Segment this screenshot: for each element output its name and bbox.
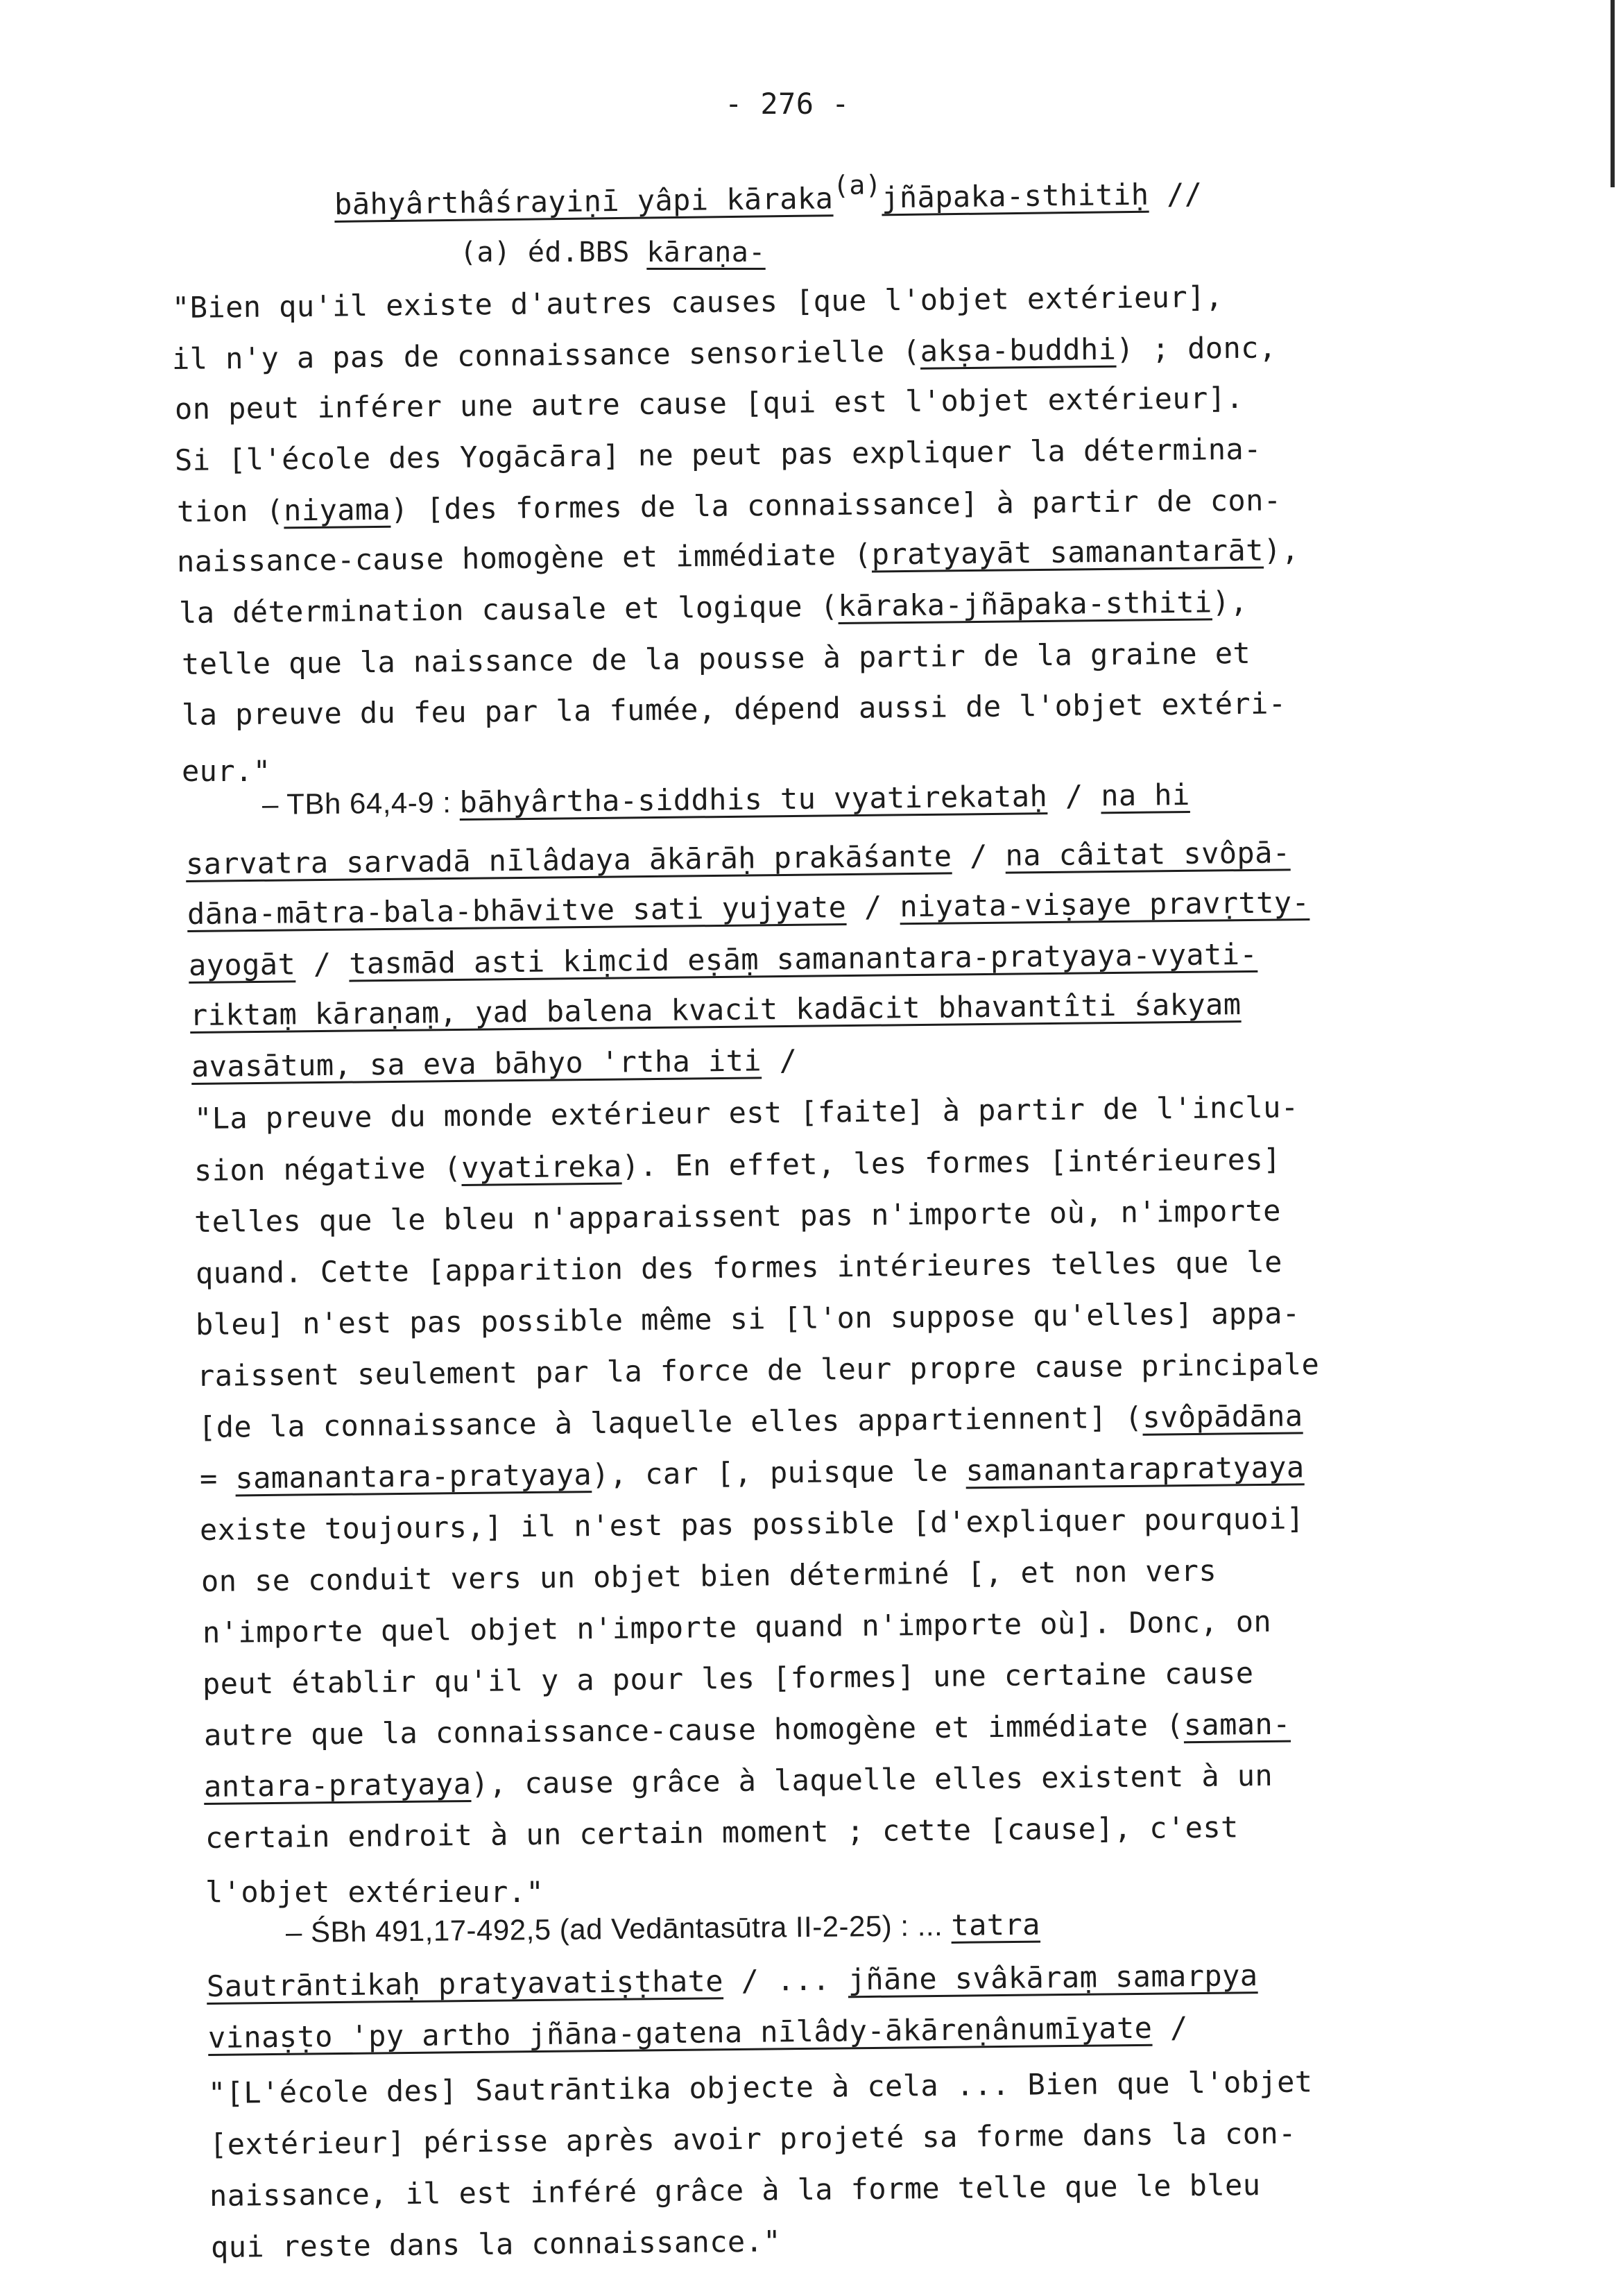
- term: saman-: [1183, 1706, 1291, 1742]
- footnote-marker: (a): [832, 169, 882, 201]
- para2-line: on se conduit vers un objet bien déterminé [, et non vers: [200, 1553, 1217, 1598]
- para3-line: qui reste dans la connaissance.": [210, 2224, 782, 2264]
- para1-line: la preuve du feu par la fumée, dépend aussi de l'objet extéri-: [181, 686, 1287, 732]
- sanskrit: sarvatra sarvadā nīlâdaya ākārāḥ prakāśante: [185, 839, 952, 881]
- source-reference: – ŚBh 491,17-492,5 (ad Vedāntasūtra II-2-25) : ...: [285, 1908, 952, 1948]
- sanskrit: niyata-viṣaye pravṛtty-: [900, 885, 1310, 924]
- sbh-line: [207, 1956, 1258, 2006]
- text: naissance-cause homogène et immédiate (: [176, 537, 872, 579]
- text: / ...: [723, 1962, 848, 1998]
- text: /: [761, 1043, 798, 1078]
- para1-line: Si [l'école des Yogācāra] ne peut pas expliquer la détermina-: [174, 431, 1262, 477]
- sanskrit: tasmād asti kiṃcid eṣāṃ samanantara-pratyaya-vyati-: [348, 936, 1258, 981]
- para2-line: telles que le bleu n'apparaissent pas n'importe où, n'importe: [194, 1193, 1282, 1239]
- sanskrit: tatra: [951, 1907, 1041, 1942]
- verse-text-b: jñāpaka-sthitiḥ: [881, 177, 1149, 215]
- para2-line: l'objet extérieur.": [205, 1875, 544, 1909]
- text: ),: [1212, 584, 1248, 619]
- footnote-prefix: (a) éd.BBS: [460, 237, 647, 268]
- text: /: [1152, 2010, 1188, 2045]
- para2-line: "La preuve du monde extérieur est [faite] à partir de l'inclu-: [194, 1090, 1299, 1136]
- sanskrit: Sautrāntikaḥ pratyavatiṣṭhate: [206, 1964, 724, 2003]
- para2-line: [198, 1396, 1303, 1447]
- para2-line: certain endroit à un certain moment ; cette [cause], c'est: [205, 1810, 1239, 1855]
- para1-line: telle que la naissance de la pousse à partir de la graine et: [181, 635, 1251, 681]
- para2-line: [194, 1140, 1281, 1190]
- verse-text-a: bāhyârthâśrayiṇī yâpi kāraka: [334, 181, 834, 221]
- sanskrit: riktaṃ kāraṇaṃ, yad balena kvacit kadācit bhavantîti śakyam: [189, 987, 1242, 1032]
- text: ), car [, puisque le: [591, 1453, 966, 1492]
- para2-line: raissent seulement par la force de leur propre cause principale: [196, 1347, 1320, 1393]
- tbh-line: [190, 985, 1242, 1035]
- text: il n'y a pas de connaissance sensorielle (: [171, 334, 921, 376]
- term: kāraka-jñāpaka-sthiti: [838, 585, 1212, 624]
- text: tion (: [176, 493, 284, 529]
- text: autre que la connaissance-cause homogène et immédiate (: [203, 1708, 1184, 1752]
- text: ) ; donc,: [1116, 330, 1277, 366]
- para2-line: [204, 1756, 1273, 1806]
- text: ). En effet, les formes [intérieures]: [621, 1142, 1282, 1183]
- text: [de la connaissance à laquelle elles appartiennent] (: [198, 1400, 1143, 1444]
- para2-line: n'importe quel objet n'importe quand n'importe où]. Donc, on: [202, 1604, 1272, 1650]
- sanskrit: ayogāt: [188, 947, 296, 982]
- verse-line: [334, 162, 1203, 224]
- term: vyatireka: [461, 1149, 622, 1185]
- para2-line: quand. Cette [apparition des formes intérieures telles que le: [195, 1244, 1283, 1290]
- sanskrit: bāhyârtha-siddhis tu vyatirekataḥ: [459, 779, 1048, 820]
- para1-line: [179, 583, 1248, 633]
- para3-line: "[L'école des] Sautrāntika objecte à cela ... Bien que l'objet: [207, 2064, 1313, 2110]
- term: niyama: [283, 492, 391, 528]
- text: ),: [1263, 533, 1300, 567]
- tbh-line: [191, 1041, 798, 1086]
- tbh-line: [189, 935, 1258, 985]
- tbh-line: [262, 776, 1190, 824]
- text: sion négative (: [194, 1150, 462, 1188]
- para1-line: eur.": [182, 754, 271, 788]
- para3-line: naissance, il est inféré grâce à la forme telle que le bleu: [209, 2168, 1261, 2213]
- sanskrit: dāna-mātra-bala-bhāvitve sati yujyate: [187, 890, 847, 931]
- text: /: [952, 838, 1006, 873]
- term: samanantarapratyaya: [965, 1450, 1305, 1488]
- footnote-line: [460, 233, 766, 272]
- para1-line: [177, 481, 1282, 531]
- footnote-term: kāraṇa-: [646, 237, 766, 268]
- term: akṣa-buddhi: [920, 332, 1117, 368]
- sbh-line: [208, 2008, 1188, 2057]
- sanskrit: vinaṣṭo 'py artho jñāna-gatena nīlâdy-ākāreṇânumīyate: [207, 2010, 1153, 2055]
- para1-line: [177, 531, 1300, 581]
- term: svôpādāna: [1142, 1398, 1303, 1434]
- text: /: [1047, 778, 1101, 814]
- sanskrit: na hi: [1100, 777, 1190, 813]
- text: =: [199, 1461, 236, 1496]
- source-reference: – TBh 64,4-9 :: [261, 786, 460, 821]
- term: samanantara-pratyaya: [235, 1457, 592, 1496]
- para2-line: existe toujours,] il n'est pas possible [d'expliquer pourquoi]: [199, 1501, 1305, 1547]
- verse-end: //: [1149, 176, 1203, 212]
- sanskrit: na câitat svôpā-: [1005, 835, 1291, 873]
- para1-line: "Bien qu'il existe d'autres causes [que l'objet extérieur],: [171, 280, 1223, 325]
- scan-edge-mark: [1611, 0, 1615, 187]
- para2-line: [204, 1705, 1291, 1755]
- text: /: [846, 889, 900, 925]
- tbh-line: [187, 883, 1310, 934]
- para2-line: peut établir qu'il y a pour les [formes] une certaine cause: [202, 1656, 1254, 1701]
- para1-line: on peut inférer une autre cause [qui est l'objet extérieur].: [174, 380, 1244, 426]
- text: /: [295, 946, 350, 982]
- page-number: - 276 -: [725, 87, 850, 121]
- para2-line: bleu] n'est pas possible même si [l'on suppose qu'elles] appa-: [195, 1296, 1300, 1342]
- text: la détermination causale et logique (: [178, 589, 839, 630]
- para2-line: [200, 1448, 1305, 1498]
- sanskrit: jñāne svâkāraṃ samarpya: [848, 1958, 1258, 1997]
- sbh-line: [286, 1905, 1040, 1952]
- para1-line: [172, 328, 1277, 379]
- sanskrit: avasātum, sa eva bāhyo 'rtha iti: [191, 1043, 762, 1083]
- text: ), cause grâce à laquelle elles existent à un: [471, 1758, 1273, 1801]
- para3-line: [extérieur] périsse après avoir projeté sa forme dans la con-: [209, 2116, 1297, 2161]
- text: ) [des formes de la connaissance] à partir de con-: [390, 483, 1282, 526]
- term: pratyayāt samanantarāt: [871, 533, 1264, 572]
- tbh-line: [186, 833, 1291, 884]
- term: antara-pratyaya: [203, 1766, 472, 1804]
